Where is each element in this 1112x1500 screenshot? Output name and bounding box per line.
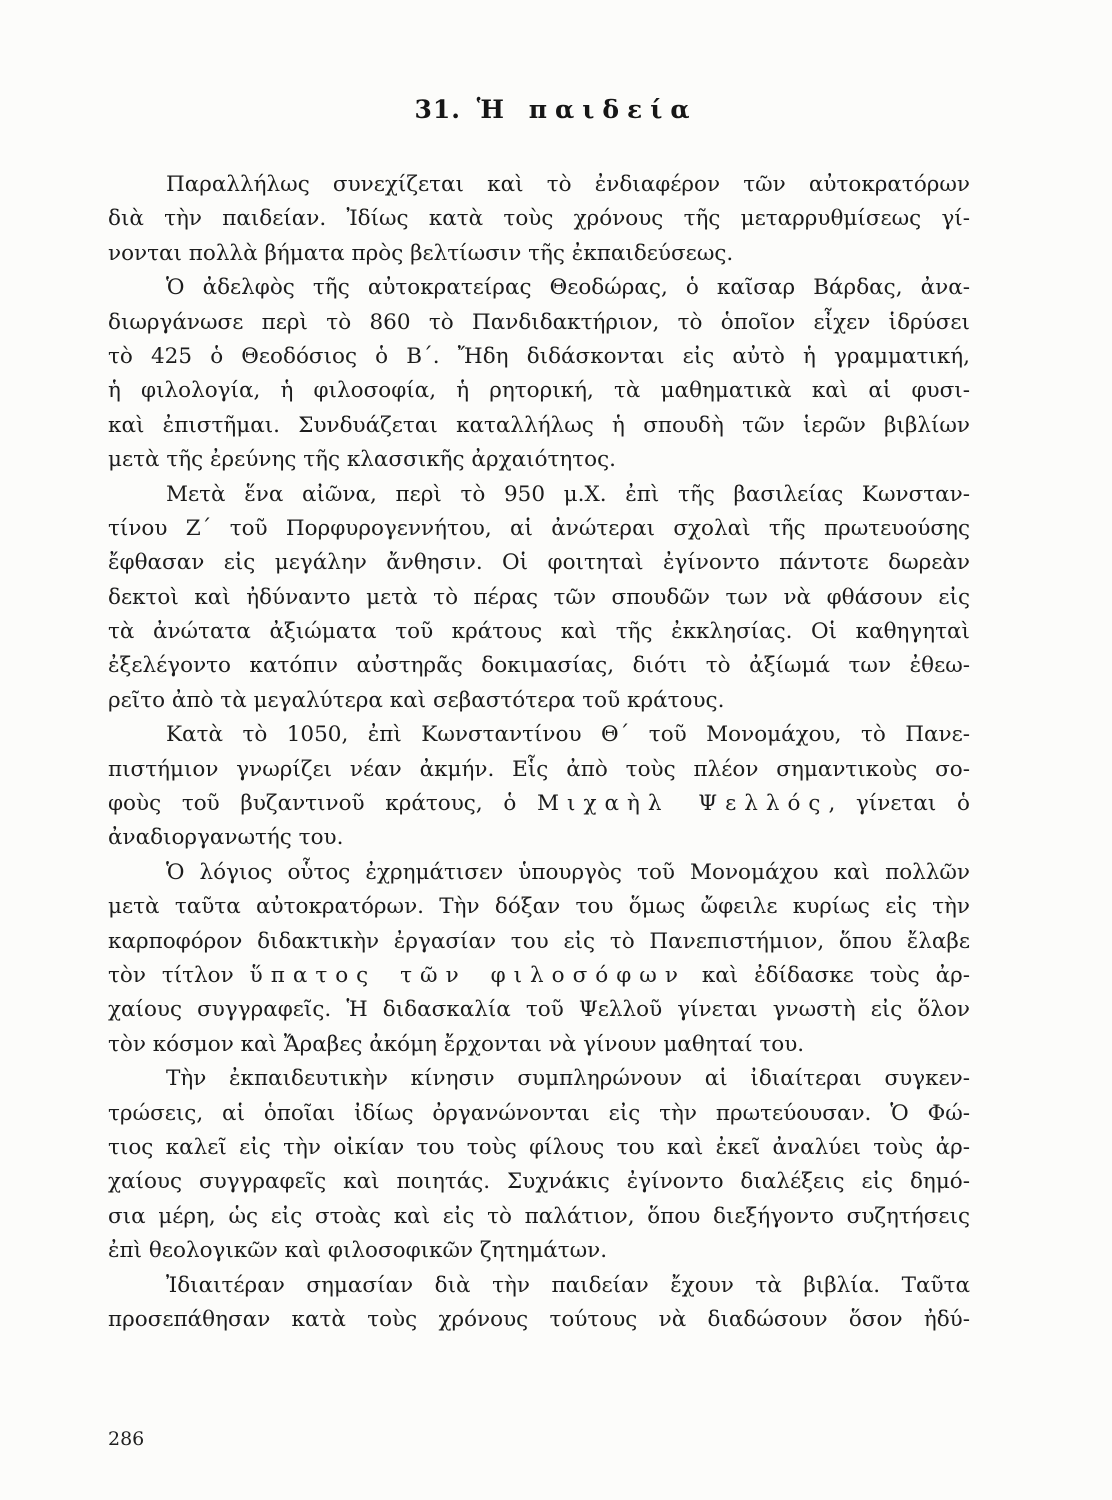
text-line: χαίους συγγραφεῖς. Ἡ διδασκαλία τοῦ Ψελλοῦ γίνεται γνωστὴ εἰς ὅλον — [108, 997, 970, 1023]
text-line: τὸν κόσμον καὶ Ἄραβες ἀκόμη ἔρχονται νὰ γίνουν μαθηταί του. — [108, 1031, 805, 1057]
text-line: Κατὰ τὸ 1050, ἐπὶ Κωνσταντίνου Θ΄ τοῦ Μονομάχου, τὸ Πανε- — [166, 722, 970, 748]
text-line: ἐξελέγοντο κατόπιν αὐστηρᾶς δοκιμασίας, διότι τὸ ἀξίωμά των ἐθεω- — [108, 653, 970, 679]
text-line: Ὁ λόγιος οὗτος ἐχρημάτισεν ὑπουργὸς τοῦ Μονομάχου καὶ πολλῶν — [166, 859, 970, 885]
text-line: ρεῖτο ἀπὸ τὰ μεγαλύτερα καὶ σεβαστότερα τοῦ κράτους. — [108, 687, 725, 713]
text-line-hypatos: τὸν τίτλον ὕπατος τῶν φιλοσόφων καὶ ἐδίδασκε τοὺς ἀρ- — [108, 962, 970, 988]
text-line: σια μέρη, ὡς εἰς στοὰς καὶ εἰς τὸ παλάτιον, ὅπου διεξήγοντο συζητήσεις — [108, 1203, 970, 1229]
body-text — [108, 168, 970, 1337]
text-line: καρποφόρον διδακτικὴν ἐργασίαν του εἰς τὸ Πανεπιστήμιον, ὅπου ἔλαβε — [108, 928, 970, 954]
text-line: ἔφθασαν εἰς μεγάλην ἄνθησιν. Οἱ φοιτηταὶ ἐγίνοντο πάντοτε δωρεὰν — [108, 550, 970, 576]
text-line: νονται πολλὰ βήματα πρὸς βελτίωσιν τῆς ἐκπαιδεύσεως. — [108, 240, 734, 266]
text-line: Τὴν ἐκπαιδευτικὴν κίνησιν συμπληρώνουν αἱ ἰδιαίτεραι συγκεν- — [166, 1066, 970, 1092]
section-heading — [0, 95, 1112, 124]
text-line: διὰ τὴν παιδείαν. Ἰδίως κατὰ τοὺς χρόνους τῆς μεταρρυθμίσεως γί- — [108, 206, 970, 232]
spaced-name-psellos: Μιχαὴλ Ψελλός — [537, 791, 829, 817]
page-number: 286 — [108, 1428, 145, 1450]
section-number: 31. — [414, 95, 461, 124]
text-line: χαίους συγγραφεῖς καὶ ποιητάς. Συχνάκις ἐγίνοντο διαλέξεις εἰς δημό- — [108, 1169, 970, 1195]
text-line: τίνου Ζ΄ τοῦ Πορφυρογεννήτου, αἱ ἀνώτεραι σχολαὶ τῆς πρωτευούσης — [108, 515, 970, 541]
text-line: μετὰ τῆς ἐρεύνης τῆς κλασσικῆς ἀρχαιότητος. — [108, 447, 617, 473]
text-line: τὸ 425 ὁ Θεοδόσιος ὁ Β΄. Ἤδη διδάσκονται εἰς αὐτὸ ἡ γραμματική, — [108, 343, 970, 369]
text-line: ἀναδιοργανωτής του. — [108, 825, 344, 851]
text-line: Ὁ ἀδελφὸς τῆς αὐτοκρατείρας Θεοδώρας, ὁ καῖσαρ Βάρδας, ἀνα- — [166, 275, 970, 301]
text-line: τρώσεις, αἱ ὁποῖαι ἰδίως ὀργανώνονται εἰς τὴν πρωτεύουσαν. Ὁ Φώ- — [108, 1100, 970, 1126]
text-line: μετὰ ταῦτα αὐτοκρατόρων. Τὴν δόξαν του ὅμως ὤφειλε κυρίως εἰς τὴν — [108, 894, 970, 920]
text-line: ἡ φιλολογία, ἡ φιλοσοφία, ἡ ρητορική, τὰ μαθηματικὰ καὶ αἱ φυσι- — [108, 378, 970, 404]
text-line: Ἰδιαιτέραν σημασίαν διὰ τὴν παιδείαν ἔχουν τὰ βιβλία. Ταῦτα — [166, 1272, 970, 1298]
text-line: προσεπάθησαν κατὰ τοὺς χρόνους τούτους νὰ διαδώσουν ὅσον ἠδύ- — [108, 1306, 970, 1332]
section-title: Ἡ παιδεία — [476, 95, 698, 124]
text-line-psellos: φοὺς τοῦ βυζαντινοῦ κράτους, ὁ Μιχαὴλ Ψελλός, γίνεται ὁ — [108, 791, 970, 817]
text-line: πιστήμιον γνωρίζει νέαν ἀκμήν. Εἷς ἀπὸ τοὺς πλέον σημαντικοὺς σο- — [108, 756, 970, 782]
text-line: Παραλλήλως συνεχίζεται καὶ τὸ ἐνδιαφέρον τῶν αὐτοκρατόρων — [166, 172, 970, 197]
text-line: τιος καλεῖ εἰς τὴν οἰκίαν του τοὺς φίλους του καὶ ἐκεῖ ἀναλύει τοὺς ἀρ- — [108, 1134, 970, 1160]
text-line: καὶ ἐπιστῆμαι. Συνδυάζεται καταλλήλως ἡ σπουδὴ τῶν ἱερῶν βιβλίων — [108, 412, 970, 438]
text-line: τὰ ἀνώτατα ἀξιώματα τοῦ κράτους καὶ τῆς ἐκκλησίας. Οἱ καθηγηταὶ — [108, 619, 970, 645]
text-line: δεκτοὶ καὶ ἠδύναντο μετὰ τὸ πέρας τῶν σπουδῶν των νὰ φθάσουν εἰς — [108, 584, 970, 610]
text-line: Μετὰ ἕνα αἰῶνα, περὶ τὸ 950 μ.Χ. ἐπὶ τῆς βασιλείας Κωνσταν- — [166, 481, 970, 507]
spaced-name-hypatos: ὕπατος τῶν φιλοσόφων — [249, 962, 686, 988]
text-line: ἐπὶ θεολογικῶν καὶ φιλοσοφικῶν ζητημάτων. — [108, 1238, 608, 1264]
text-line: διωργάνωσε περὶ τὸ 860 τὸ Πανδιδακτήριον, τὸ ὁποῖον εἶχεν ἱδρύσει — [108, 309, 970, 335]
